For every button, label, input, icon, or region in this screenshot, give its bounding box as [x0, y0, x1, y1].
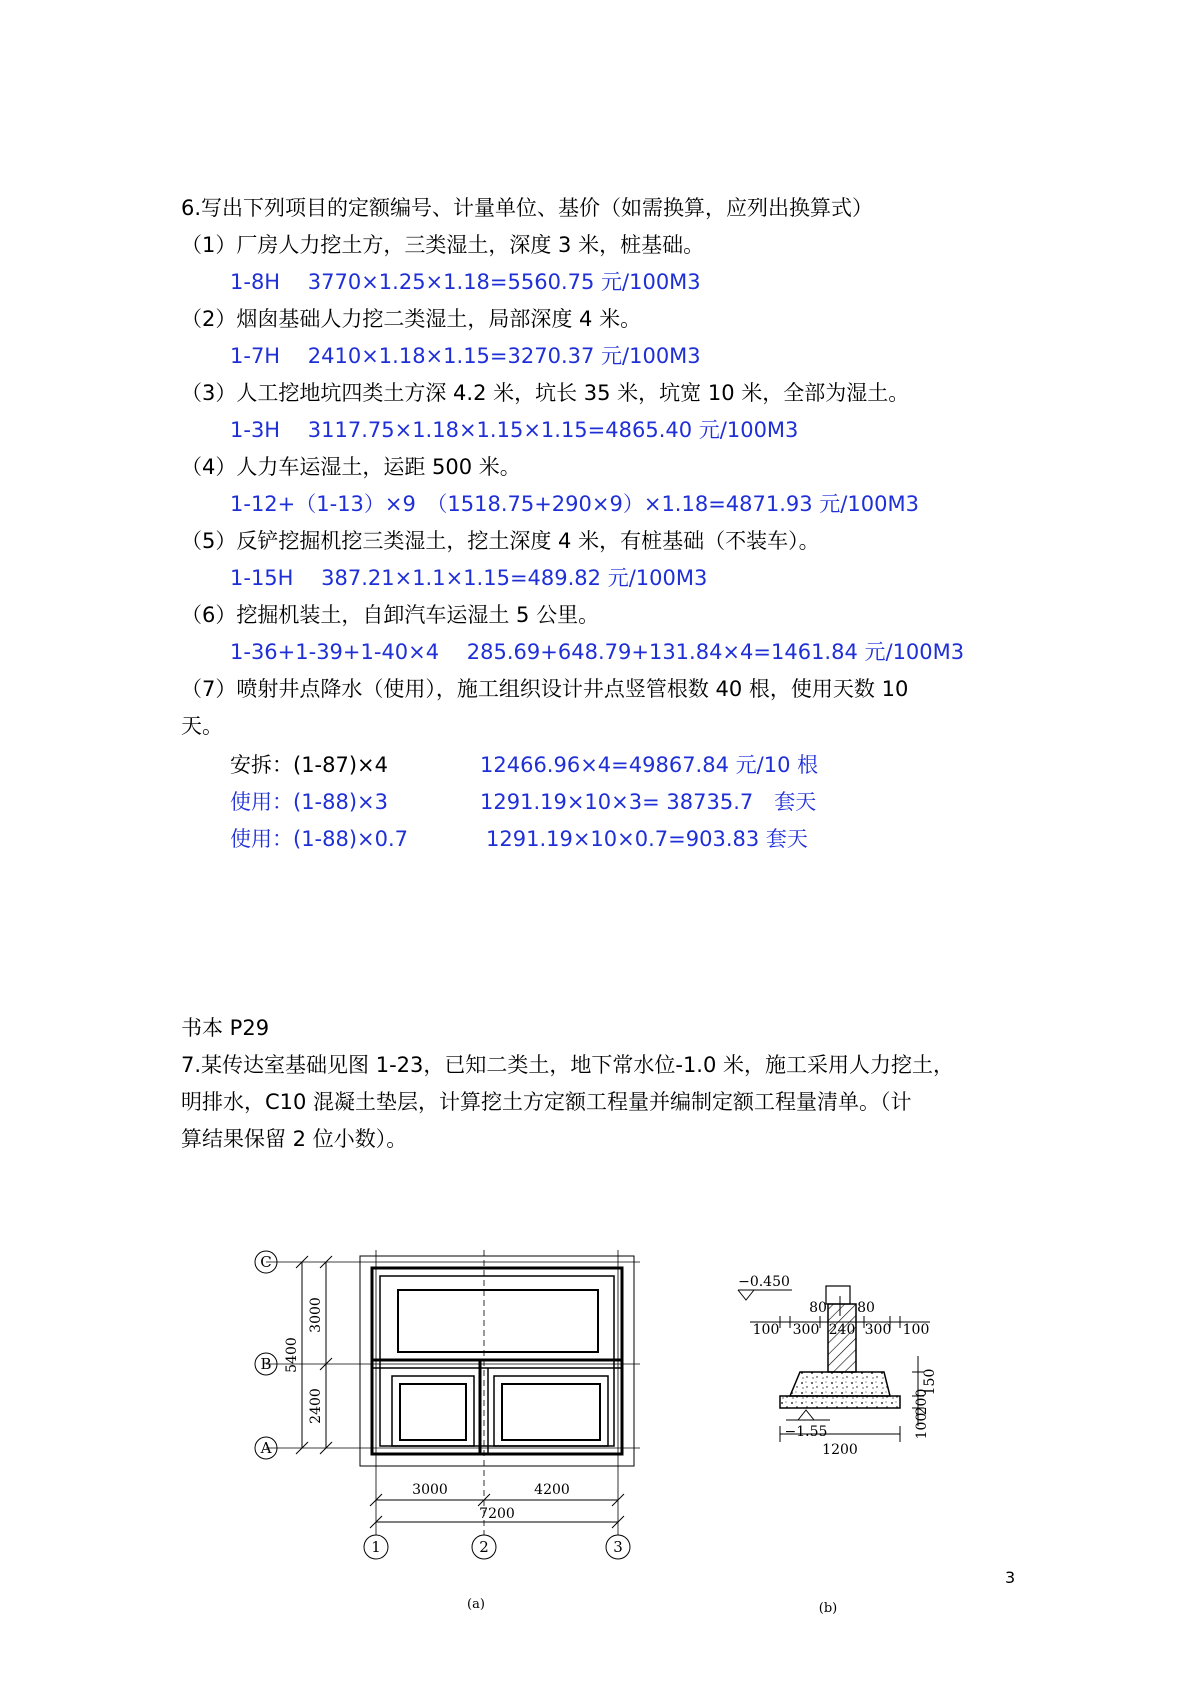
row-label: 安拆：(1-87)×4 [230, 753, 389, 777]
q6-item-7-row-2 [230, 787, 817, 817]
row-label: 使用：(1-88)×3 [230, 790, 389, 814]
dim-100-left: 100 [752, 1322, 780, 1338]
q6-answer-5: 1-15H 387.21×1.1×1.15=489.82 元/100M3 [230, 566, 708, 590]
dim-80-right: 80 [857, 1300, 875, 1316]
dim-200: 200 [914, 1388, 930, 1416]
q6-item-4: （4）人力车运湿土，运距 500 米。 [181, 455, 521, 479]
q6-answer-6: 1-36+1-39+1-40×4 285.69+648.79+131.84×4=1461.84 元/100M3 [230, 640, 965, 664]
dim-3000-horizontal: 3000 [412, 1482, 448, 1498]
dim-2400: 2400 [308, 1388, 324, 1424]
dim-5400: 5400 [284, 1337, 300, 1373]
q6-item-6: （6）挖掘机装土，自卸汽车运湿土 5 公里。 [181, 603, 600, 627]
figure-b-caption: (b) [818, 1601, 838, 1616]
elevation-bottom: −1.55 [784, 1424, 828, 1440]
q7-line-2: 明排水，C10 混凝土垫层，计算挖土方定额工程量并编制定额工程量清单。（计 [181, 1090, 912, 1114]
book-reference: 书本 P29 [181, 1016, 270, 1040]
dim-300-left: 300 [792, 1322, 820, 1338]
figure-b-foundation-section [730, 1260, 970, 1620]
q6-item-3: （3）人工挖地坑四类土方深 4.2 米，坑长 35 米，坑宽 10 米，全部为湿土。 [181, 381, 910, 405]
dim-240: 240 [828, 1322, 856, 1338]
q6-answer-4: 1-12+（1-13）×9 （1518.75+290×9）×1.18=4871.93 元/100M3 [230, 492, 919, 516]
row-value: 12466.96×4=49867.84 元/10 根 [480, 753, 819, 777]
q6-answer-2: 1-7H 2410×1.18×1.15=3270.37 元/100M3 [230, 344, 701, 368]
q6-title: 6.写出下列项目的定额编号、计量单位、基价（如需换算，应列出换算式） [181, 196, 874, 220]
q6-item-7-row-1 [230, 750, 819, 780]
axis-label-row-a: A [260, 1439, 272, 1457]
q6-item-7-line2: 天。 [181, 714, 223, 738]
row-value: 1291.19×10×3= 38735.7 套天 [480, 790, 817, 814]
q7-line-1: 7.某传达室基础见图 1-23，已知二类土，地下常水位-1.0 米，施工采用人力挖土， [181, 1053, 955, 1077]
dim-100-vertical: 100 [914, 1412, 930, 1440]
elevation-top: −0.450 [738, 1274, 790, 1290]
figure-a-caption: (a) [467, 1597, 485, 1612]
dim-300-right: 300 [864, 1322, 892, 1338]
row-label: 使用：(1-88)×0.7 [230, 827, 409, 851]
q6-answer-1: 1-8H 3770×1.25×1.18=5560.75 元/100M3 [230, 270, 701, 294]
dim-3000-vertical: 3000 [308, 1297, 324, 1333]
axis-label-col-1: 1 [371, 1538, 381, 1556]
q6-item-7-line1: （7）喷射井点降水（使用），施工组织设计井点竖管根数 40 根，使用天数 10 [181, 677, 909, 701]
dim-1200: 1200 [822, 1442, 858, 1458]
axis-label-row-c: C [260, 1253, 272, 1271]
dim-100-right: 100 [902, 1322, 930, 1338]
axis-label-row-b: B [260, 1355, 272, 1373]
axis-label-col-2: 2 [479, 1538, 489, 1556]
dim-7200: 7200 [479, 1506, 515, 1522]
figure-a-foundation-plan [230, 1230, 660, 1620]
dim-4200: 4200 [534, 1482, 570, 1498]
q6-item-2: （2）烟囱基础人力挖二类湿土，局部深度 4 米。 [181, 307, 642, 331]
row-value: 1291.19×10×0.7=903.83 套天 [486, 827, 808, 851]
q7-line-3: 算结果保留 2 位小数）。 [181, 1127, 408, 1151]
dim-150: 150 [922, 1368, 938, 1396]
axis-label-col-3: 3 [613, 1538, 623, 1556]
page-number: 3 [1005, 1568, 1016, 1587]
q6-item-7-row-3 [230, 824, 808, 854]
q6-answer-3: 1-3H 3117.75×1.18×1.15×1.15=4865.40 元/100M3 [230, 418, 799, 442]
q6-item-5: （5）反铲挖掘机挖三类湿土，挖土深度 4 米，有桩基础（不装车）。 [181, 529, 820, 553]
dim-80-left: 80 [809, 1300, 827, 1316]
q6-item-1: （1）厂房人力挖土方，三类湿土，深度 3 米，桩基础。 [181, 233, 705, 257]
